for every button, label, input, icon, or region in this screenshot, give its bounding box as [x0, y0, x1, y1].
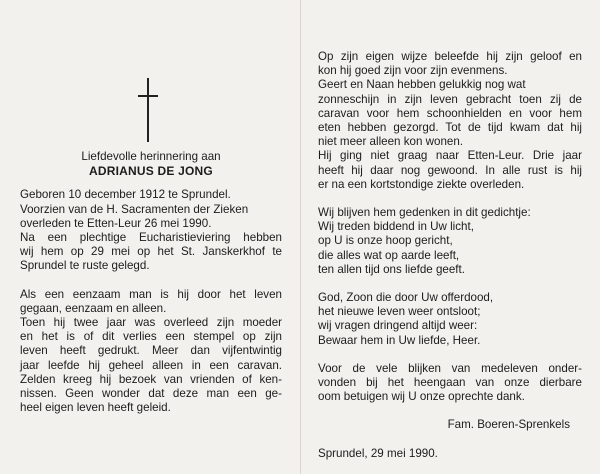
poem-line: God, Zoon die door Uw offerdood,: [318, 291, 494, 305]
poem-intro: Wij blijven hem gedenken in dit gedichtje:: [318, 206, 531, 220]
right-column: [318, 50, 582, 461]
poem-line: Wij treden biddend in Uw licht,: [318, 220, 474, 234]
intro-text: Liefdevolle herinnering aan: [81, 150, 221, 163]
text-line: eten hebben gezorgd. Tot de tijd kwam dat hij: [318, 121, 582, 135]
poem-line: Bewaar hem in Uw liefde, Heer.: [318, 333, 481, 347]
life-paragraph: [20, 288, 282, 416]
poem-line: wij vragen dringend altijd weer:: [318, 319, 478, 333]
text-line: Sprundel te ruste gelegd.: [20, 259, 150, 273]
text-line: Voorzien van de H. Sacramenten der Zieken: [20, 202, 249, 216]
thanks-paragraph: [318, 362, 582, 405]
text-line: Hij ging niet graag naar Etten-Leur. Drie jaar: [318, 149, 582, 163]
poem-stanza-1: [318, 220, 582, 277]
text-line: niet meer alleen kon wonen.: [318, 135, 464, 149]
text-line: Na een plechtige Eucharistieviering hebben: [20, 231, 282, 245]
deceased-name: ADRIANUS DE JONG: [89, 164, 213, 179]
text-line: Zelden kreeg hij bezoek van vrienden of ken-: [20, 372, 282, 386]
text-line: caravan voor hem schoonhielden en voor hem: [318, 106, 582, 120]
text-line: en het is of dit verlies een stempel op zijn: [20, 330, 282, 344]
text-line: heeft hij daar nog gewoond. In alle rust is hij: [318, 163, 582, 177]
text-line: nissen. Geen wonder dat deze man een ge-: [20, 387, 282, 401]
family-signature: Fam. Boeren-Sprenkels: [447, 418, 570, 432]
text-line: Voor de vele blijken van medeleven onder-: [318, 361, 582, 375]
left-column: [20, 150, 282, 415]
poem-line: het nieuwe leven weer ontsloot;: [318, 305, 481, 319]
birth-death-paragraph: [20, 188, 282, 273]
text-line: heel eigen leven heeft geleid.: [20, 401, 171, 415]
poem-line: op U is onze hoop gericht,: [318, 234, 453, 248]
text-line: wij hem op 29 mei op het St. Janskerkhof te: [20, 245, 282, 259]
life-paragraph-continued: [318, 50, 582, 192]
text-line: oom betuigen wij U onze oprechte dank.: [318, 390, 525, 404]
text-line: Geboren 10 december 1912 te Sprundel.: [20, 188, 231, 202]
poem-stanza-2: [318, 291, 582, 348]
text-line: gegaan, eenzaam en alleen.: [20, 301, 167, 315]
text-line: kon hij goed zijn voor zijn evenmens.: [318, 64, 508, 78]
text-line: Als een eenzaam man is hij door het leven: [20, 287, 282, 301]
text-line: vonden bij het heengaan van onze dierbare: [318, 376, 582, 390]
text-line: zonneschijn in zijn leven gebracht toen zij de: [318, 92, 582, 106]
text-line: Toen hij twee jaar was overleed zijn moeder: [20, 316, 282, 330]
text-line: overleden te Etten-Leur 26 mei 1990.: [20, 216, 212, 230]
text-line: jaar leefde hij geheel alleen in een caravan.: [20, 358, 282, 372]
text-line: er na een kortstondige ziekte overleden.: [318, 177, 525, 191]
poem-line: die alles wat op aarde leeft,: [318, 248, 460, 262]
poem-line: ten allen tijd ons liefde geeft.: [318, 262, 465, 276]
text-line: leven heeft gedrukt. Meer dan vijfentwintig: [20, 344, 282, 358]
card-fold-line: [300, 0, 301, 474]
text-line: Geert en Naan hebben gelukkig nog wat: [318, 78, 526, 92]
cross-icon: [138, 78, 158, 142]
text-line: Op zijn eigen wijze beleefde hij zijn geloof en: [318, 50, 582, 63]
place-date: Sprundel, 29 mei 1990.: [318, 446, 438, 460]
